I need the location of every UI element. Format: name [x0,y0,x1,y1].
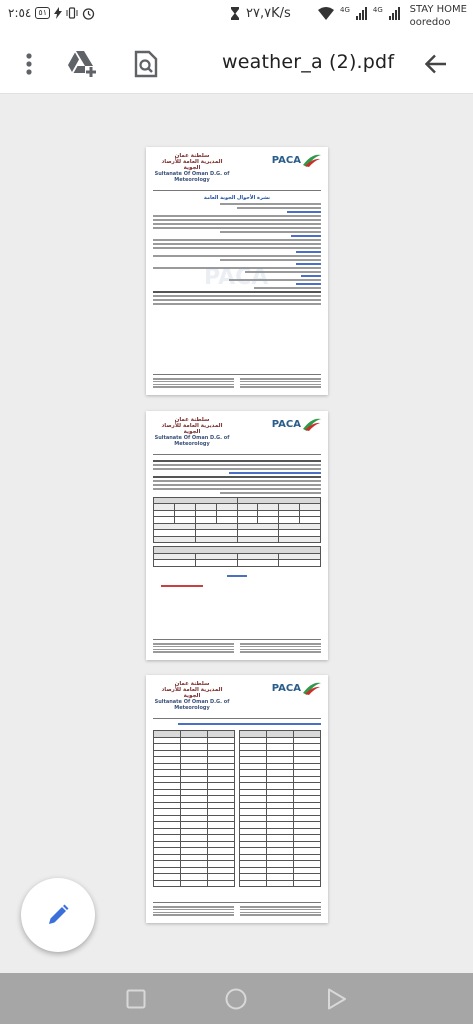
org-name [153,153,231,183]
back-nav-button[interactable] [324,986,350,1012]
find-in-document-button[interactable] [128,46,164,82]
pdf-page-3[interactable] [146,675,328,923]
back-arrow-icon [425,54,447,74]
page-header [153,681,321,719]
alarm-icon [82,7,95,20]
document-title: weather_a (2).pdf [222,51,395,73]
pdf-page-1[interactable] [146,147,328,395]
org-name-ar-2: المديرية العامة للأرصاد الجوية [161,159,223,171]
page-footer [153,639,321,654]
drive-add-icon [67,51,97,77]
swoosh-icon [303,417,321,431]
org-name-en-2: Meteorology [174,441,210,447]
triangle-back-icon [327,988,347,1010]
charging-icon [54,7,62,19]
app-bar [0,34,473,94]
temperature-table-left [153,730,235,887]
pdf-viewer[interactable] [0,95,473,973]
org-name-ar: سلطنة عمان [174,681,210,687]
org-name-en-2: Meteorology [174,705,210,711]
org-name-en-1: Sultanate Of Oman D.G. of [154,171,230,177]
carrier-line-2: ooredoo [409,17,451,28]
status-mid [230,6,291,21]
status-bar [0,0,473,34]
network-type-1: 4G [340,6,350,14]
carrier-info [410,3,467,29]
page-header [153,417,321,455]
org-name-en-1: Sultanate Of Oman D.G. of [154,435,230,441]
temperature-table-right [239,730,321,887]
clock: ٢:٥٤ [8,6,32,20]
page-header [153,153,321,191]
network-type-2: 4G [372,6,383,14]
more-options-button[interactable] [11,46,47,82]
status-left [8,6,95,20]
org-name-ar-2: المديرية العامة للأرصاد الجوية [161,687,223,699]
signal-bars-1-icon [356,6,367,20]
circle-icon [225,988,247,1010]
forecast-table [153,497,321,544]
org-name [153,417,231,447]
org-name-en-1: Sultanate Of Oman D.G. of [154,699,230,705]
swoosh-icon [303,681,321,695]
temperature-tables [153,727,321,887]
back-button[interactable] [418,46,454,82]
org-name-ar-2: المديرية العامة للأرصاد الجوية [161,423,223,435]
vibrate-icon [66,7,78,19]
bulletin-title: نشرة الأحوال الجوية العامة [203,195,271,201]
org-name-ar: سلطنة عمان [174,153,210,159]
edit-fab-button[interactable] [21,878,95,952]
paca-logo-text: PACA [271,682,301,694]
pencil-icon [46,903,70,927]
system-nav-bar [0,973,473,1024]
paca-watermark: PACA [204,265,269,290]
more-vert-icon [26,53,32,75]
swoosh-icon [303,153,321,167]
signal-bars-2-icon [389,6,400,20]
org-name [153,681,231,711]
paca-logo [272,153,321,167]
page-footer [153,374,321,389]
square-icon [126,989,146,1009]
network-speed: ٢٧,٧K/s [246,6,291,21]
hourglass-icon [230,7,240,20]
paca-logo-text: PACA [271,154,301,166]
tide-table [153,546,321,567]
paca-logo-text: PACA [271,418,301,430]
find-in-page-icon [134,50,158,78]
org-name-ar: سلطنة عمان [174,417,210,423]
pdf-page-2[interactable] [146,411,328,660]
carrier-line-1: STAY HOME [409,4,467,15]
home-button[interactable] [223,986,249,1012]
signal-indicators [318,6,400,20]
paca-logo [272,417,321,431]
page-footer [153,902,321,917]
paca-logo [272,681,321,695]
org-name-en-2: Meteorology [174,177,210,183]
wifi-icon [318,7,334,20]
add-to-drive-button[interactable] [64,46,100,82]
recents-button[interactable] [123,986,149,1012]
battery-indicator: ٥١ [35,7,50,19]
